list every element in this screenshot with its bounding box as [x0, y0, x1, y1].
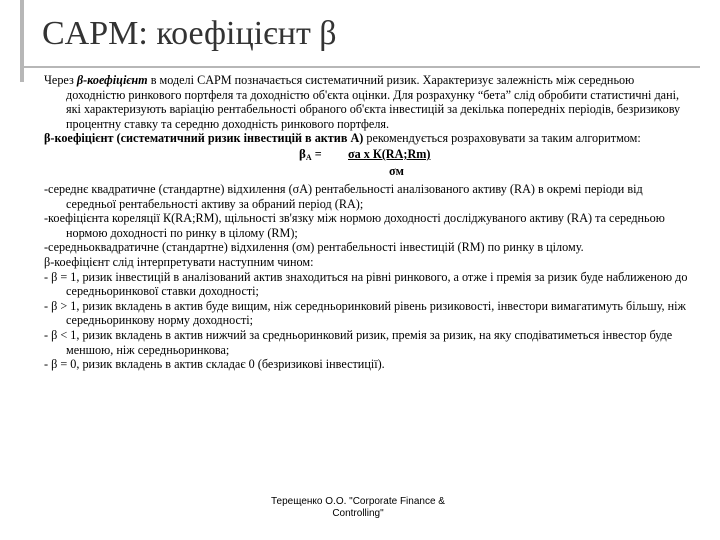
slide-body [44, 73, 694, 372]
formula-lhs-symbol: β [299, 145, 306, 161]
interpretation-case: - β < 1, ризик вкладень в актив нижчий за средньоринковий ризик, премія за ризик, на яку сподіватиметься інвестор буде меншою, ніж середньоринкова; [44, 327, 673, 357]
formula-lhs-subscript: A [305, 152, 312, 162]
intro-text: в моделі CAPM позначається систематичний ризик. Характеризує залежність між середньою доходністю ринкового портфеля та доходністю об'єкта оцінки. Для розрахунку “бета” слід обробити статистичні дані, які характеризують варіацію рентабельності обраного об'єкта інвестицій за декілька попередніх періодів, безризикову процентну ставку та середню доходність ринкового портфеля. [66, 73, 681, 131]
formula-line [299, 145, 431, 166]
footer-line-2: Controlling" [332, 508, 384, 519]
interpretation-case: - β = 0, ризик вкладень в актив складає 0 (безризикові інвестиції). [44, 357, 385, 372]
interpretation-intro: β-коефіцієнт слід інтерпретувати наступним чином: [44, 254, 314, 269]
interpretation-case: - β = 1, ризик інвестицій в аналізований актив знаходиться на рівні ринкового, а отже і премія за ризик буде наближеною до середньоринкової ставки доходності; [44, 269, 688, 299]
formula-denominator: σм [389, 163, 404, 178]
beta-formula [44, 146, 694, 182]
decorative-vertical-line [20, 0, 24, 82]
formula-equals: = [311, 146, 322, 161]
formula-numerator: σа x К(RA;Rm) [348, 146, 431, 161]
explanation-item: -середнє квадратичне (стандартне) відхилення (σА) рентабельності аналізованого активу (RA) в окремі періоди від середньої рентабельності активу за обраний період (RA); [44, 181, 643, 211]
slide-footer [250, 496, 466, 520]
intro-paragraph [44, 73, 694, 131]
explanation-item: -середньоквадратичне (стандартне) відхилення (σм) рентабельності інвестицій (RM) по ринку в цілому. [44, 240, 584, 255]
beta-term: β-коефіцієнт [76, 73, 148, 87]
definition-term: β-коефіцієнт (систематичний ризик інвестицій в актив А) [44, 131, 364, 146]
intro-lead: Через [44, 73, 77, 87]
footer-line-1: Терещенко О.О. "Corporate Finance & [271, 496, 445, 507]
slide-title: CAPM: коефіцієнт β [42, 15, 337, 52]
explanation-item: -коефіцієнта кореляції К(RA;RM), щільності зв'язку між нормою доходності досліджуваного активу (RA) та середньою нормою доходності по ринку в цілому (RM); [44, 211, 665, 240]
interpretation-case: - β > 1, ризик вкладень в актив буде вищим, ніж середньоринковий рівень ризиковості, інвестори вимагатимуть більшу, ніж середньоринкову норму доходності; [44, 298, 686, 328]
definition-paragraph [44, 131, 694, 146]
decorative-horizontal-line [20, 66, 700, 68]
definition-text: рекомендується розраховувати за таким алгоритмом: [363, 131, 641, 146]
